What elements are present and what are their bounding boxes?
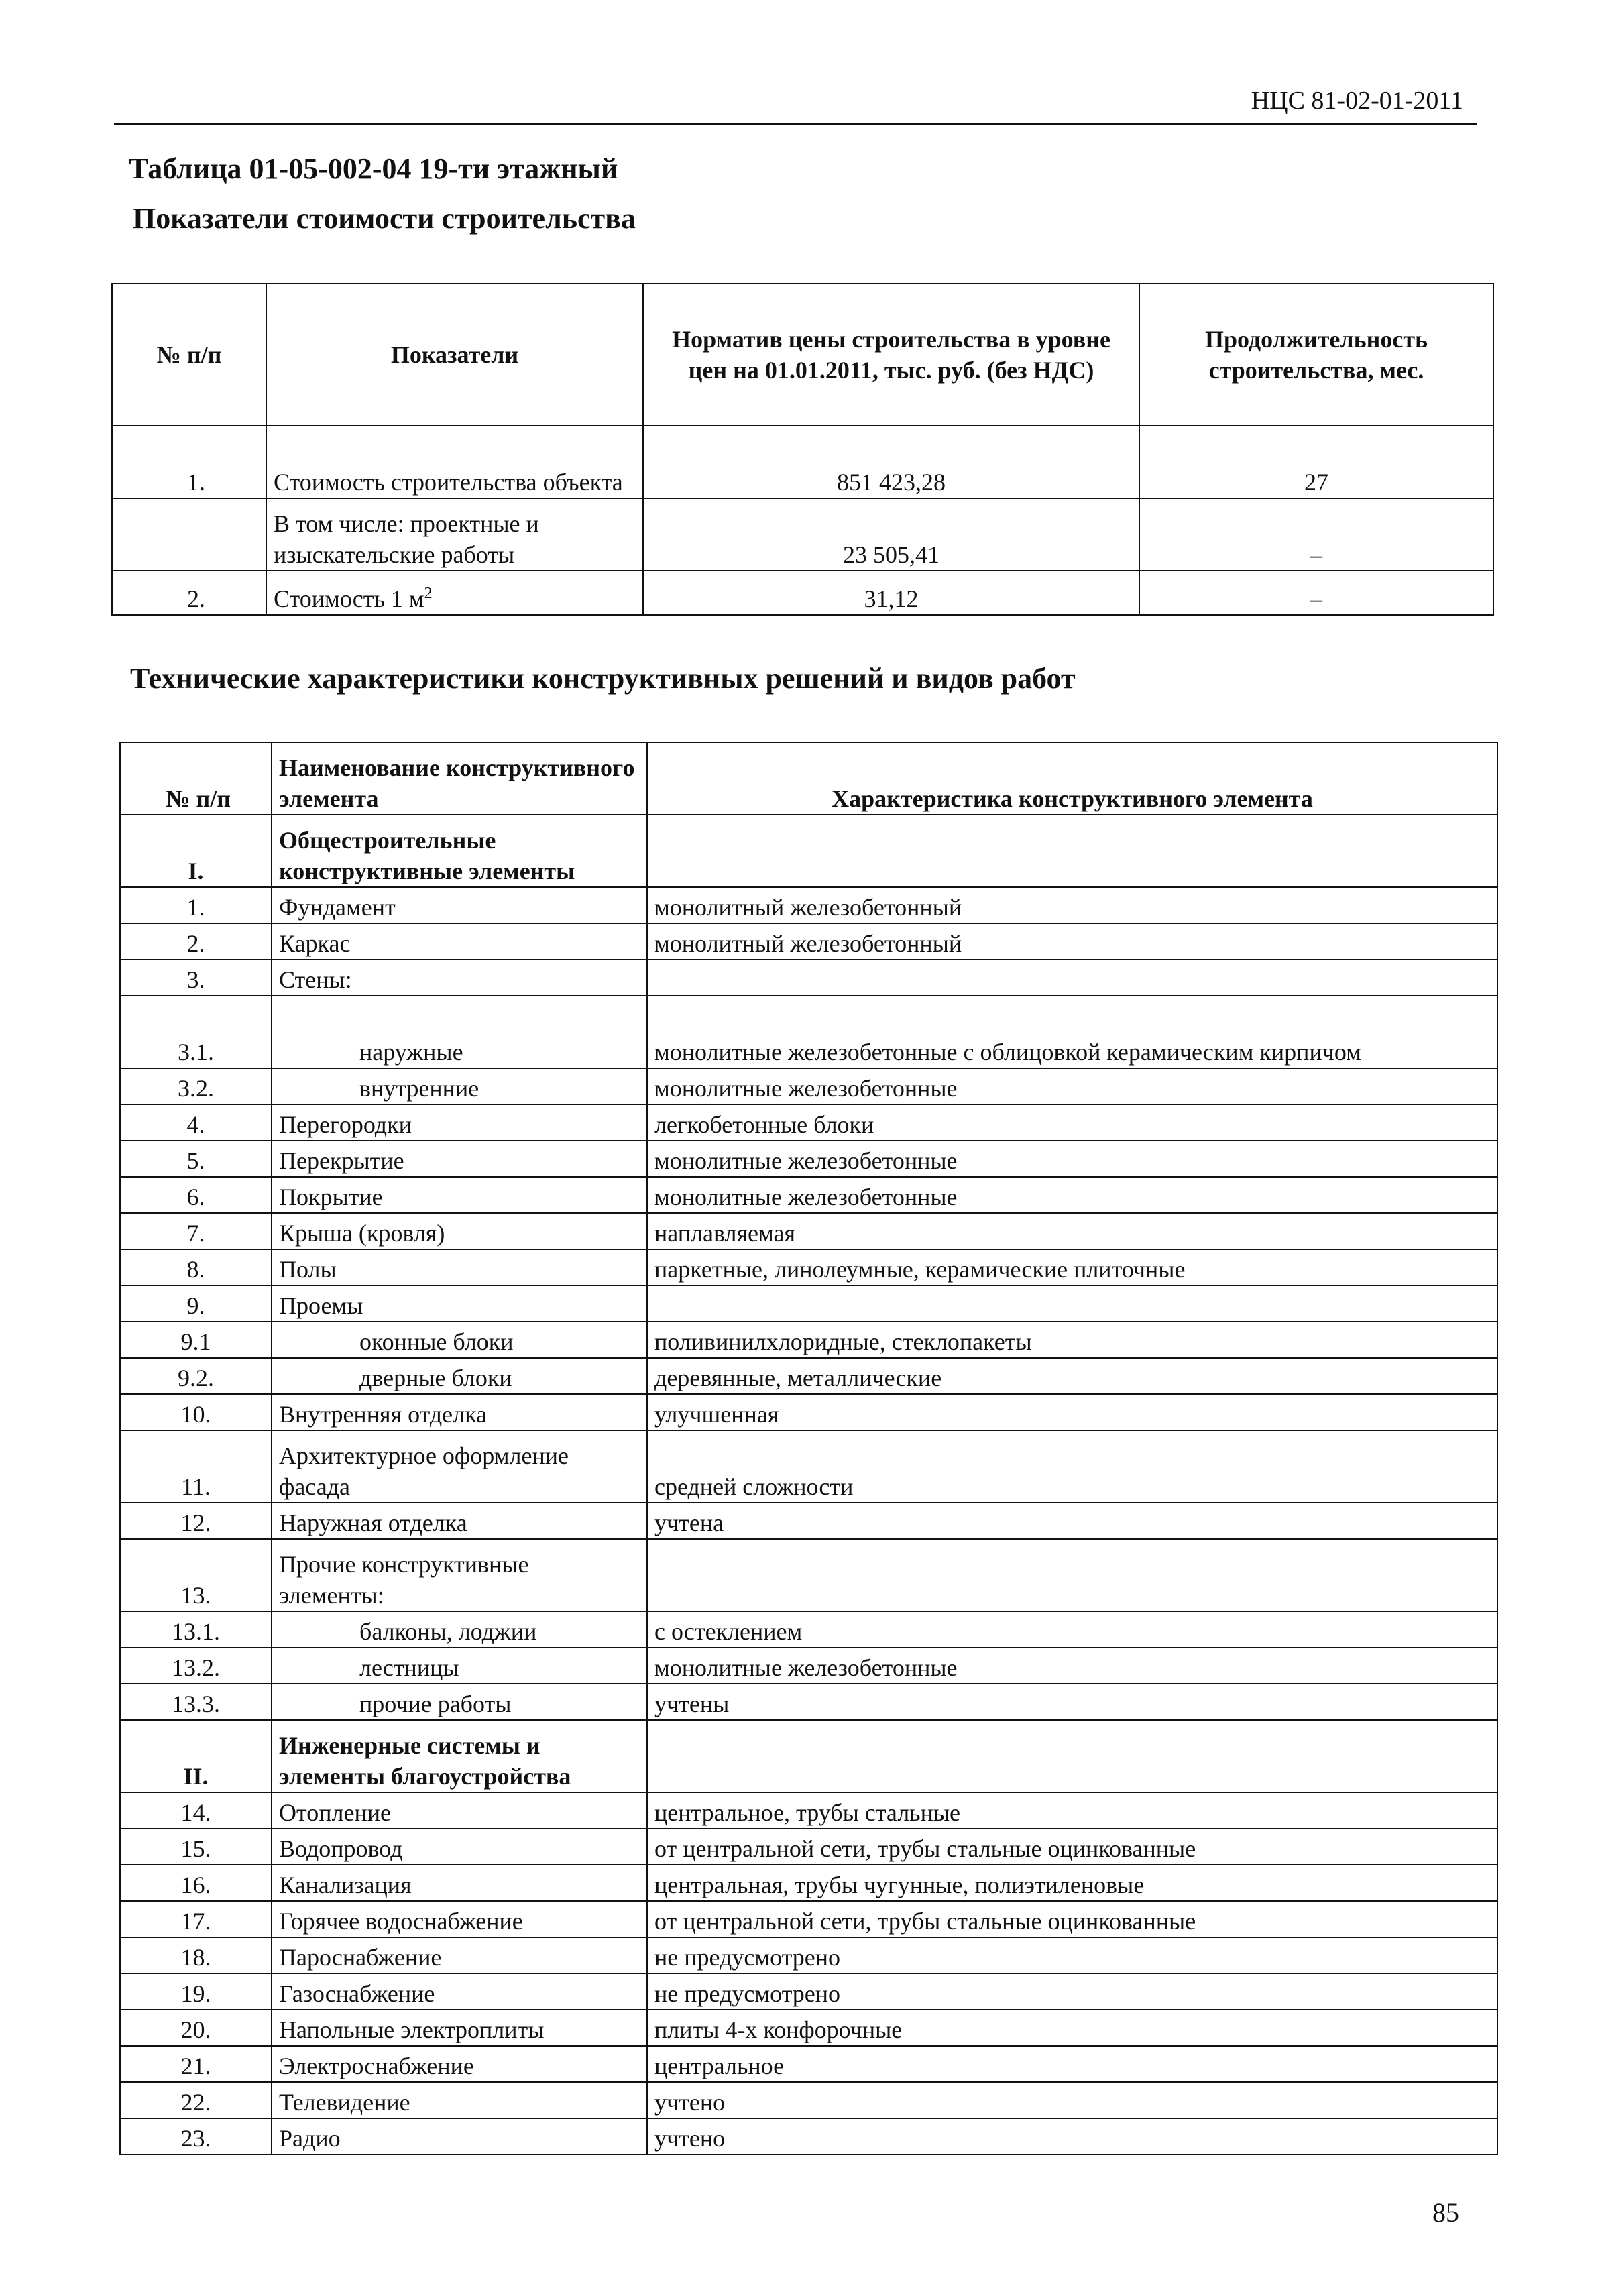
table-row [120, 1648, 1497, 1684]
row-element-name: Пароснабжение [272, 1937, 647, 1973]
row-characteristic [647, 1539, 1497, 1611]
row-element-name: Внутренняя отделка [272, 1394, 647, 1430]
row-characteristic: паркетные, линолеумные, керамические плиточные [647, 1249, 1497, 1285]
table-row [120, 1901, 1497, 1937]
row-element-name: Полы [272, 1249, 647, 1285]
row-num: 13.1. [120, 1611, 272, 1648]
page-number: 85 [1432, 2197, 1459, 2228]
cost-row-indicator: В том числе: проектные и изыскательские работы [266, 498, 643, 571]
table-row [120, 1141, 1497, 1177]
row-num: 13.3. [120, 1684, 272, 1720]
row-element-name: Канализация [272, 1865, 647, 1901]
cost-indicators-table [111, 283, 1494, 616]
row-element-name: прочие работы [272, 1684, 647, 1720]
table-row [120, 1829, 1497, 1865]
row-characteristic: от центральной сети, трубы стальные оцинкованные [647, 1829, 1497, 1865]
table-row [120, 1285, 1497, 1322]
cost-row-norm: 31,12 [643, 571, 1139, 615]
row-element-name: Каркас [272, 923, 647, 960]
row-element-name: Инженерные системы и элементы благоустройства [272, 1720, 647, 1792]
row-characteristic: легкобетонные блоки [647, 1104, 1497, 1141]
row-element-name: Газоснабжение [272, 1973, 647, 2010]
row-element-name: Прочие конструктивные элементы: [272, 1539, 647, 1611]
row-num: 22. [120, 2082, 272, 2118]
row-characteristic [647, 960, 1497, 996]
table-title: Таблица 01-05-002-04 19-ти этажный [129, 152, 618, 185]
row-characteristic: учтено [647, 2118, 1497, 2155]
row-element-name: Архитектурное оформление фасада [272, 1430, 647, 1503]
row-element-name: Электроснабжение [272, 2046, 647, 2082]
row-characteristic: с остеклением [647, 1611, 1497, 1648]
row-characteristic: монолитные железобетонные [647, 1648, 1497, 1684]
table-row [120, 1611, 1497, 1648]
row-num: II. [120, 1720, 272, 1792]
row-num: 1. [120, 887, 272, 923]
table-row [120, 1937, 1497, 1973]
cost-row-num [112, 498, 266, 571]
row-characteristic: учтено [647, 2082, 1497, 2118]
cost-row-duration: – [1139, 498, 1493, 571]
cost-row-norm: 23 505,41 [643, 498, 1139, 571]
row-characteristic: не предусмотрено [647, 1937, 1497, 1973]
cost-row-norm: 851 423,28 [643, 426, 1139, 498]
table-row [120, 1684, 1497, 1720]
row-element-name: Проемы [272, 1285, 647, 1322]
table-row [120, 1177, 1497, 1213]
row-num: 9. [120, 1285, 272, 1322]
row-characteristic: не предусмотрено [647, 1973, 1497, 2010]
row-num: 8. [120, 1249, 272, 1285]
tech-table-body [120, 815, 1497, 2155]
tech-table-header-row [120, 742, 1497, 815]
row-element-name: дверные блоки [272, 1358, 647, 1394]
table-row [120, 1104, 1497, 1141]
table-row [120, 1973, 1497, 2010]
table-row [120, 923, 1497, 960]
row-element-name: Радио [272, 2118, 647, 2155]
table-row [120, 2082, 1497, 2118]
row-num: 11. [120, 1430, 272, 1503]
superscript: 2 [424, 585, 433, 602]
cost-row-duration: – [1139, 571, 1493, 615]
row-characteristic: поливинилхлоридные, стеклопакеты [647, 1322, 1497, 1358]
header-indicator: Показатели [266, 284, 643, 426]
tech-characteristics-table [119, 742, 1498, 2155]
row-characteristic: монолитный железобетонный [647, 923, 1497, 960]
indicator-text: Стоимость 1 м [274, 585, 424, 612]
cost-table-header-row [112, 284, 1493, 426]
row-num: 3.2. [120, 1068, 272, 1104]
row-characteristic: монолитные железобетонные [647, 1141, 1497, 1177]
row-element-name: Перегородки [272, 1104, 647, 1141]
row-num: 7. [120, 1213, 272, 1249]
table-row [120, 1249, 1497, 1285]
row-characteristic: монолитный железобетонный [647, 887, 1497, 923]
table-row [120, 1430, 1497, 1503]
row-num: 3.1. [120, 996, 272, 1068]
row-num: 17. [120, 1901, 272, 1937]
row-num: 9.1 [120, 1322, 272, 1358]
table-row [120, 1322, 1497, 1358]
row-num: 20. [120, 2010, 272, 2046]
row-num: 4. [120, 1104, 272, 1141]
cost-row-duration: 27 [1139, 426, 1493, 498]
row-characteristic: плиты 4-х конфорочные [647, 2010, 1497, 2046]
row-num: 16. [120, 1865, 272, 1901]
table-row [120, 1068, 1497, 1104]
row-element-name: Горячее водоснабжение [272, 1901, 647, 1937]
table-row [120, 1358, 1497, 1394]
table-row [120, 815, 1497, 887]
row-element-name: наружные [272, 996, 647, 1068]
cost-section-title: Показатели стоимости строительства [133, 202, 636, 235]
row-num: I. [120, 815, 272, 887]
row-num: 12. [120, 1503, 272, 1539]
row-element-name: Водопровод [272, 1829, 647, 1865]
row-characteristic: учтены [647, 1684, 1497, 1720]
cost-row [112, 498, 1493, 571]
row-element-name: Крыша (кровля) [272, 1213, 647, 1249]
row-num: 6. [120, 1177, 272, 1213]
tech-section-title: Технические характеристики конструктивных решений и видов работ [130, 662, 1076, 695]
cost-row-num: 1. [112, 426, 266, 498]
document-header [114, 86, 1477, 125]
cost-row-indicator: Стоимость строительства объекта [266, 426, 643, 498]
row-num: 5. [120, 1141, 272, 1177]
table-row [120, 1865, 1497, 1901]
row-num: 3. [120, 960, 272, 996]
cost-row [112, 571, 1493, 615]
row-element-name: Покрытие [272, 1177, 647, 1213]
table-row [120, 1503, 1497, 1539]
row-element-name: Телевидение [272, 2082, 647, 2118]
row-element-name: Напольные электроплиты [272, 2010, 647, 2046]
header-num: № п/п [120, 742, 272, 815]
row-characteristic: деревянные, металлические [647, 1358, 1497, 1394]
row-characteristic: монолитные железобетонные [647, 1177, 1497, 1213]
table-row [120, 1792, 1497, 1829]
row-element-name: Отопление [272, 1792, 647, 1829]
table-row [120, 2046, 1497, 2082]
row-characteristic [647, 815, 1497, 887]
row-element-name: внутренние [272, 1068, 647, 1104]
header-duration: Продолжительность строительства, мес. [1139, 284, 1493, 426]
row-characteristic: центральное, трубы стальные [647, 1792, 1497, 1829]
table-row [120, 2118, 1497, 2155]
row-num: 9.2. [120, 1358, 272, 1394]
row-characteristic: центральная, трубы чугунные, полиэтиленовые [647, 1865, 1497, 1901]
row-element-name: лестницы [272, 1648, 647, 1684]
table-row [120, 1720, 1497, 1792]
row-element-name: Наружная отделка [272, 1503, 647, 1539]
header-norm: Норматив цены строительства в уровне цен на 01.01.2011, тыс. руб. (без НДС) [643, 284, 1139, 426]
row-characteristic: средней сложности [647, 1430, 1497, 1503]
row-characteristic [647, 1285, 1497, 1322]
row-num: 21. [120, 2046, 272, 2082]
row-num: 13.2. [120, 1648, 272, 1684]
document-code: НЦС 81-02-01-2011 [1251, 87, 1463, 115]
row-num: 14. [120, 1792, 272, 1829]
row-num: 18. [120, 1937, 272, 1973]
table-row [120, 1213, 1497, 1249]
table-row [120, 887, 1497, 923]
row-num: 10. [120, 1394, 272, 1430]
table-row [120, 960, 1497, 996]
row-characteristic: улучшенная [647, 1394, 1497, 1430]
row-element-name: балконы, лоджии [272, 1611, 647, 1648]
row-element-name: Фундамент [272, 887, 647, 923]
row-num: 19. [120, 1973, 272, 2010]
cost-row [112, 426, 1493, 498]
row-element-name: Стены: [272, 960, 647, 996]
header-element-name: Наименование конструктивного элемента [272, 742, 647, 815]
table-row [120, 1394, 1497, 1430]
row-element-name: Общестроительные конструктивные элементы [272, 815, 647, 887]
table-row [120, 1539, 1497, 1611]
row-element-name: Перекрытие [272, 1141, 647, 1177]
row-num: 23. [120, 2118, 272, 2155]
row-characteristic: учтена [647, 1503, 1497, 1539]
header-characteristic: Характеристика конструктивного элемента [647, 742, 1497, 815]
row-characteristic: монолитные железобетонные [647, 1068, 1497, 1104]
row-characteristic: монолитные железобетонные с облицовкой керамическим кирпичом [647, 996, 1497, 1068]
row-num: 2. [120, 923, 272, 960]
header-num: № п/п [112, 284, 266, 426]
row-characteristic: центральное [647, 2046, 1497, 2082]
cost-row-num: 2. [112, 571, 266, 615]
row-element-name: оконные блоки [272, 1322, 647, 1358]
table-row [120, 2010, 1497, 2046]
row-characteristic: от центральной сети, трубы стальные оцинкованные [647, 1901, 1497, 1937]
row-num: 15. [120, 1829, 272, 1865]
row-characteristic [647, 1720, 1497, 1792]
row-num: 13. [120, 1539, 272, 1611]
row-characteristic: наплавляемая [647, 1213, 1497, 1249]
cost-row-indicator [266, 571, 643, 615]
table-row [120, 996, 1497, 1068]
